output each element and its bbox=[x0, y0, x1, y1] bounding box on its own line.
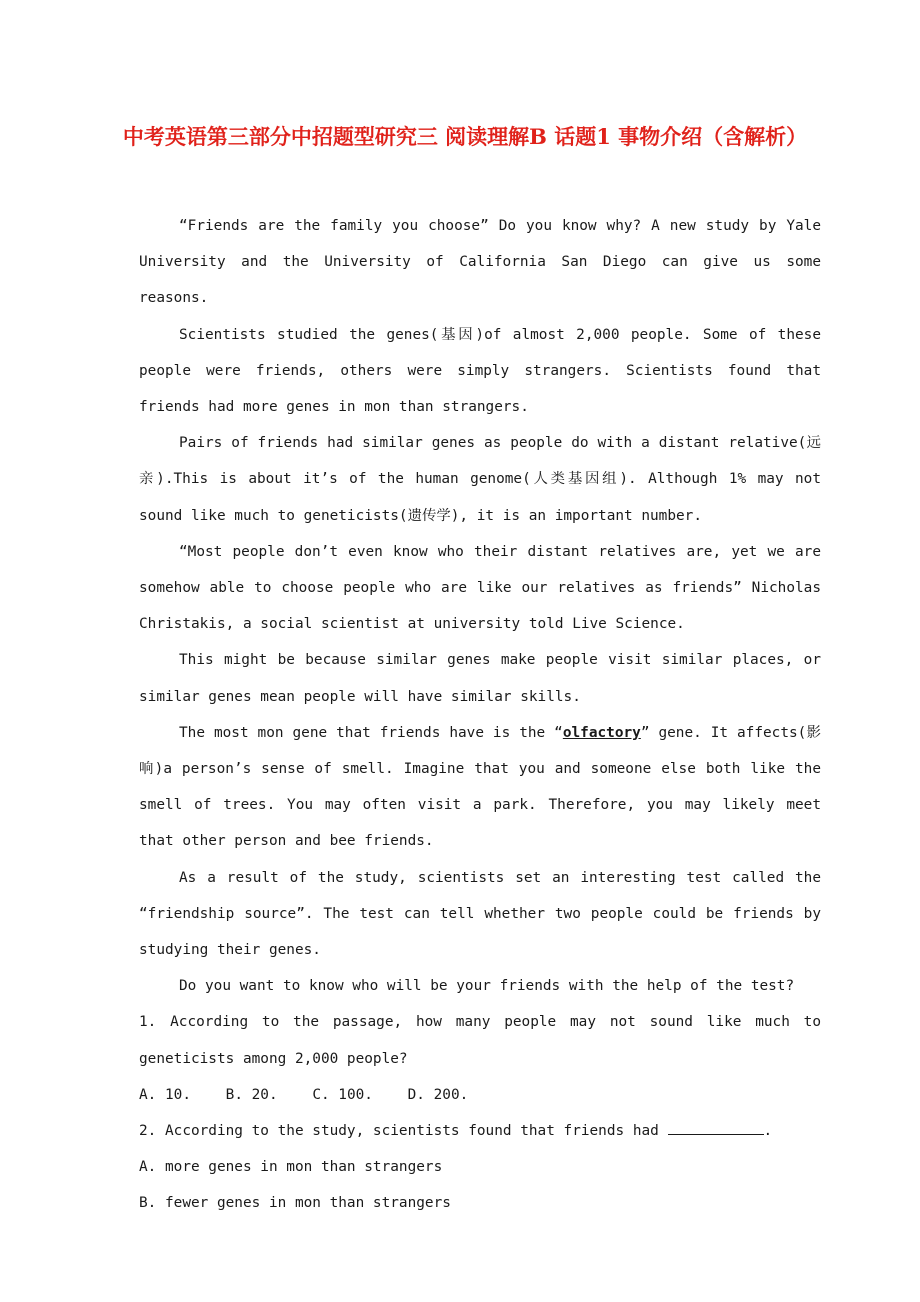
paragraph-2: Scientists studied the genes(基因)of almost 2,000 people. Some of these people were friends, others were simply strangers. Scientists found that friends had more genes in mon than strangers. bbox=[139, 326, 821, 416]
answer-blank bbox=[668, 1120, 764, 1135]
paragraph-7: As a result of the study, scientists set an interesting test called the “friendship source”. The test can tell whether two people could be friends by studying their genes. bbox=[139, 869, 821, 959]
question-2-end: . bbox=[763, 1123, 773, 1140]
question-2-stem bbox=[139, 1113, 821, 1149]
question-1-options bbox=[139, 1077, 821, 1113]
paragraph-3: Pairs of friends had similar genes as people do with a distant relative(远亲).This is about it’s of the human genome(人类基因组). Although 1% may not sound like much to geneticists(遗传学), it is an important number. bbox=[139, 435, 821, 524]
paragraph-5: This might be because similar genes make people visit similar places, or similar genes mean people will have similar skills. bbox=[139, 652, 821, 705]
document-title: 中考英语第三部分中招题型研究三 阅读理解B 话题1 事物介绍（含解析） bbox=[122, 124, 808, 149]
highlighted-word: olfactory bbox=[562, 724, 641, 741]
question-2-option-b: B. fewer genes in mon than strangers bbox=[139, 1195, 451, 1212]
question-1-stem: 1. According to the passage, how many people may not sound like much to geneticists among 2,000 people? bbox=[139, 1014, 821, 1067]
option-d: D. 200. bbox=[407, 1086, 469, 1103]
option-c: C. 100. bbox=[312, 1086, 373, 1103]
option-b: B. 20. bbox=[225, 1086, 278, 1103]
paragraph-6-before: The most mon gene that friends have is the “ bbox=[179, 724, 563, 741]
paragraph-8: Do you want to know who will be your friends with the help of the test? bbox=[179, 978, 795, 995]
paragraph-6 bbox=[139, 715, 821, 860]
paragraph-4: “Most people don’t even know who their distant relatives are, yet we are somehow able to choose people who are like our relatives as friends” Nicholas Christakis, a social scientist at university told Live Science. bbox=[139, 543, 821, 633]
passage bbox=[139, 208, 821, 1222]
paragraph-6-after: ” gene. It affects(影响)a person’s sense of smell. Imagine that you and someone else both like the smell of trees. You may often visit a park. Therefore, you may likely meet that other person and bee friends. bbox=[139, 724, 821, 850]
paragraph-1: “Friends are the family you choose” Do you know why? A new study by Yale University and the University of California San Diego can give us some reasons. bbox=[139, 218, 821, 307]
question-2-option-a: A. more genes in mon than strangers bbox=[139, 1159, 443, 1176]
option-a: A. 10. bbox=[139, 1086, 191, 1103]
question-2-text: 2. According to the study, scientists found that friends had bbox=[139, 1123, 659, 1140]
